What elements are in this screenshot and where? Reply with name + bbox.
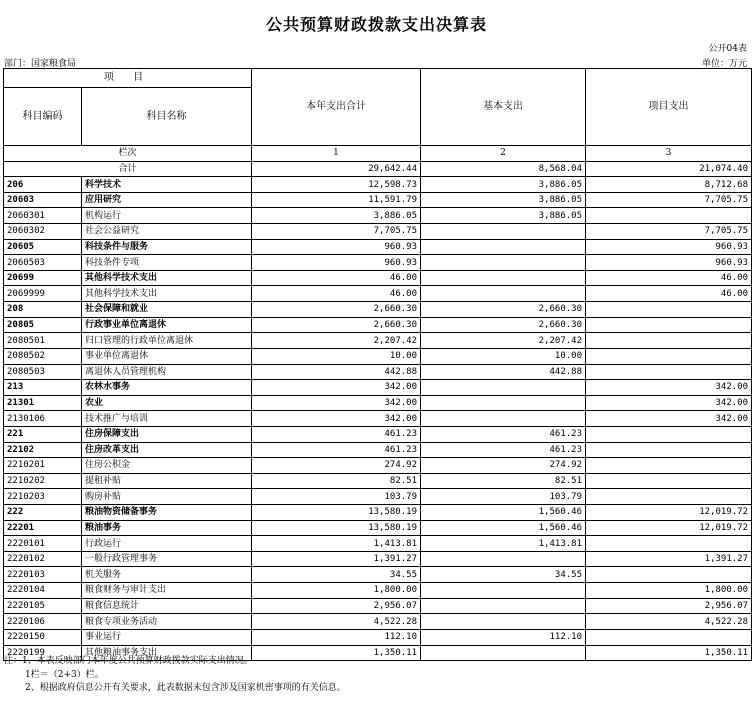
row-code: 20605 bbox=[4, 239, 82, 255]
row-basic: 461.23 bbox=[421, 442, 586, 458]
row-project bbox=[586, 333, 752, 349]
row-total: 442.88 bbox=[252, 364, 421, 380]
row-code: 2220101 bbox=[4, 536, 82, 552]
row-total: 342.00 bbox=[252, 411, 421, 427]
row-name: 离退休人员管理机构 bbox=[82, 364, 252, 380]
row-code: 2220199 bbox=[4, 645, 82, 661]
row-basic: 2,207.42 bbox=[421, 333, 586, 349]
table-row bbox=[4, 255, 752, 271]
table-row bbox=[4, 489, 752, 505]
row-project: 1,800.00 bbox=[586, 583, 752, 599]
row-project: 8,712.68 bbox=[586, 177, 752, 193]
row-code: 20699 bbox=[4, 270, 82, 286]
row-name: 其他科学技术支出 bbox=[82, 286, 252, 302]
row-total: 2,956.07 bbox=[252, 598, 421, 614]
row-name: 粮食财务与审计支出 bbox=[82, 583, 252, 599]
row-total: 1,391.27 bbox=[252, 551, 421, 567]
row-code: 208 bbox=[4, 302, 82, 318]
header-item: 项 目 bbox=[4, 69, 252, 88]
row-basic bbox=[421, 270, 586, 286]
row-name: 事业运行 bbox=[82, 629, 252, 645]
row-total: 461.23 bbox=[252, 442, 421, 458]
row-total: 3,886.05 bbox=[252, 208, 421, 224]
row-name: 机关服务 bbox=[82, 567, 252, 583]
row-project bbox=[586, 536, 752, 552]
row-name: 技术推广与培训 bbox=[82, 411, 252, 427]
table-row bbox=[4, 302, 752, 318]
row-total: 82.51 bbox=[252, 473, 421, 489]
note-1: 注：1、本表反映部门本年度公共预算财政拨款实际支出情况。 bbox=[4, 656, 253, 666]
row-project: 1,350.11 bbox=[586, 645, 752, 661]
note-2: 2、根据政府信息公开有关要求，此表数据未包含涉及国家机密事项的有关信息。 bbox=[25, 683, 346, 693]
row-project bbox=[586, 317, 752, 333]
table-row bbox=[4, 629, 752, 645]
row-project: 2,956.07 bbox=[586, 598, 752, 614]
table-row bbox=[4, 551, 752, 567]
row-total: 12,598.73 bbox=[252, 177, 421, 193]
row-project bbox=[586, 442, 752, 458]
row-basic: 82.51 bbox=[421, 473, 586, 489]
row-code: 2060503 bbox=[4, 255, 82, 271]
row-name: 一般行政管理事务 bbox=[82, 551, 252, 567]
row-project bbox=[586, 208, 752, 224]
row-basic: 2,660.30 bbox=[421, 317, 586, 333]
table-row bbox=[4, 442, 752, 458]
row-basic: 1,560.46 bbox=[421, 505, 586, 521]
row-basic bbox=[421, 583, 586, 599]
table-row bbox=[4, 567, 752, 583]
row-code: 22102 bbox=[4, 442, 82, 458]
row-name: 行政运行 bbox=[82, 536, 252, 552]
footnotes bbox=[4, 655, 346, 696]
row-project bbox=[586, 348, 752, 364]
row-basic: 10.00 bbox=[421, 348, 586, 364]
table-row bbox=[4, 536, 752, 552]
table-row bbox=[4, 426, 752, 442]
row-project: 342.00 bbox=[586, 395, 752, 411]
row-name: 粮油事务 bbox=[82, 520, 252, 536]
row-code: 2220150 bbox=[4, 629, 82, 645]
row-code: 2060302 bbox=[4, 224, 82, 240]
row-basic: 3,886.05 bbox=[421, 192, 586, 208]
table-row bbox=[4, 598, 752, 614]
row-code: 2220104 bbox=[4, 583, 82, 599]
row-total: 11,591.79 bbox=[252, 192, 421, 208]
row-basic bbox=[421, 395, 586, 411]
total-label: 合计 bbox=[4, 161, 252, 177]
row-code: 206 bbox=[4, 177, 82, 193]
form-number: 公开04表 bbox=[708, 44, 747, 54]
lanci-label: 栏次 bbox=[4, 146, 252, 162]
row-project bbox=[586, 458, 752, 474]
row-name: 其他粮油事务支出 bbox=[82, 645, 252, 661]
table-row bbox=[4, 224, 752, 240]
row-total: 46.00 bbox=[252, 270, 421, 286]
table-row bbox=[4, 473, 752, 489]
row-basic: 1,413.81 bbox=[421, 536, 586, 552]
row-name: 行政事业单位离退休 bbox=[82, 317, 252, 333]
page-title: 公共预算财政拨款支出决算表 bbox=[265, 15, 487, 34]
row-basic bbox=[421, 645, 586, 661]
row-name: 科技条件与服务 bbox=[82, 239, 252, 255]
table-row bbox=[4, 411, 752, 427]
row-project: 960.93 bbox=[586, 239, 752, 255]
total-c1: 29,642.44 bbox=[252, 161, 421, 177]
table-row bbox=[4, 348, 752, 364]
row-name: 归口管理的行政单位离退休 bbox=[82, 333, 252, 349]
row-code: 2080501 bbox=[4, 333, 82, 349]
header-name: 科目名称 bbox=[82, 88, 252, 146]
header-col3: 项目支出 bbox=[586, 69, 752, 146]
row-total: 2,660.30 bbox=[252, 302, 421, 318]
row-basic bbox=[421, 239, 586, 255]
row-code: 2130106 bbox=[4, 411, 82, 427]
row-basic: 274.92 bbox=[421, 458, 586, 474]
total-c3: 21,074.40 bbox=[586, 161, 752, 177]
row-name: 农业 bbox=[82, 395, 252, 411]
row-code: 2210202 bbox=[4, 473, 82, 489]
row-basic: 461.23 bbox=[421, 426, 586, 442]
row-project: 46.00 bbox=[586, 270, 752, 286]
row-code: 221 bbox=[4, 426, 82, 442]
row-project: 12,019.72 bbox=[586, 520, 752, 536]
header-code: 科目编码 bbox=[4, 88, 82, 146]
row-name: 其他科学技术支出 bbox=[82, 270, 252, 286]
row-code: 2080503 bbox=[4, 364, 82, 380]
index-2: 2 bbox=[421, 146, 586, 162]
row-total: 1,800.00 bbox=[252, 583, 421, 599]
row-name: 科学技术 bbox=[82, 177, 252, 193]
row-total: 46.00 bbox=[252, 286, 421, 302]
row-basic bbox=[421, 224, 586, 240]
row-total: 4,522.28 bbox=[252, 614, 421, 630]
row-code: 22201 bbox=[4, 520, 82, 536]
row-basic bbox=[421, 380, 586, 396]
row-total: 1,350.11 bbox=[252, 645, 421, 661]
row-project bbox=[586, 364, 752, 380]
row-code: 213 bbox=[4, 380, 82, 396]
row-total: 34.55 bbox=[252, 567, 421, 583]
row-code: 2210203 bbox=[4, 489, 82, 505]
row-basic: 3,886.05 bbox=[421, 177, 586, 193]
row-code: 2060301 bbox=[4, 208, 82, 224]
row-name: 粮油物资储备事务 bbox=[82, 505, 252, 521]
row-code: 2210201 bbox=[4, 458, 82, 474]
row-total: 13,580.19 bbox=[252, 520, 421, 536]
unit-label: 单位：万元 bbox=[701, 59, 747, 69]
row-code: 2080502 bbox=[4, 348, 82, 364]
row-total: 960.93 bbox=[252, 255, 421, 271]
department-label: 部门：国家粮食局 bbox=[4, 59, 77, 69]
row-name: 科技条件专项 bbox=[82, 255, 252, 271]
row-code: 2220103 bbox=[4, 567, 82, 583]
row-code: 2220106 bbox=[4, 614, 82, 630]
row-project: 1,391.27 bbox=[586, 551, 752, 567]
row-basic bbox=[421, 286, 586, 302]
row-basic: 3,886.05 bbox=[421, 208, 586, 224]
row-basic: 103.79 bbox=[421, 489, 586, 505]
table-row bbox=[4, 505, 752, 521]
note-1b: 1栏＝（2+3）栏。 bbox=[25, 669, 104, 680]
table-row bbox=[4, 317, 752, 333]
row-basic bbox=[421, 255, 586, 271]
row-project: 342.00 bbox=[586, 411, 752, 427]
row-project bbox=[586, 629, 752, 645]
table-row bbox=[4, 458, 752, 474]
row-project: 342.00 bbox=[586, 380, 752, 396]
row-code: 2069999 bbox=[4, 286, 82, 302]
table-row bbox=[4, 333, 752, 349]
row-name: 住房公积金 bbox=[82, 458, 252, 474]
row-project: 12,019.72 bbox=[586, 505, 752, 521]
table-row bbox=[4, 395, 752, 411]
row-basic bbox=[421, 551, 586, 567]
row-total: 13,580.19 bbox=[252, 505, 421, 521]
row-project bbox=[586, 473, 752, 489]
row-project: 46.00 bbox=[586, 286, 752, 302]
row-project bbox=[586, 302, 752, 318]
row-name: 社会公益研究 bbox=[82, 224, 252, 240]
row-basic bbox=[421, 411, 586, 427]
row-name: 住房改革支出 bbox=[82, 442, 252, 458]
index-1: 1 bbox=[252, 146, 421, 162]
total-c2: 8,568.04 bbox=[421, 161, 586, 177]
row-name: 社会保障和就业 bbox=[82, 302, 252, 318]
table-row bbox=[4, 380, 752, 396]
table-row bbox=[4, 239, 752, 255]
table-row bbox=[4, 520, 752, 536]
row-project: 7,705.75 bbox=[586, 224, 752, 240]
row-code: 20603 bbox=[4, 192, 82, 208]
row-total: 112.10 bbox=[252, 629, 421, 645]
row-name: 住房保障支出 bbox=[82, 426, 252, 442]
index-3: 3 bbox=[586, 146, 752, 162]
row-project: 4,522.28 bbox=[586, 614, 752, 630]
row-basic: 34.55 bbox=[421, 567, 586, 583]
expenditure-table bbox=[3, 68, 752, 661]
table-row bbox=[4, 177, 752, 193]
row-total: 2,660.30 bbox=[252, 317, 421, 333]
row-basic: 442.88 bbox=[421, 364, 586, 380]
row-project: 960.93 bbox=[586, 255, 752, 271]
row-basic bbox=[421, 598, 586, 614]
row-project bbox=[586, 426, 752, 442]
row-total: 461.23 bbox=[252, 426, 421, 442]
row-project bbox=[586, 567, 752, 583]
row-code: 21301 bbox=[4, 395, 82, 411]
row-code: 2220102 bbox=[4, 551, 82, 567]
table-row bbox=[4, 583, 752, 599]
table-row bbox=[4, 208, 752, 224]
header-col1: 本年支出合计 bbox=[252, 69, 421, 146]
row-basic bbox=[421, 614, 586, 630]
row-project: 7,705.75 bbox=[586, 192, 752, 208]
row-name: 粮食专项业务活动 bbox=[82, 614, 252, 630]
row-name: 应用研究 bbox=[82, 192, 252, 208]
row-total: 342.00 bbox=[252, 395, 421, 411]
row-total: 7,705.75 bbox=[252, 224, 421, 240]
table-row bbox=[4, 192, 752, 208]
table-body bbox=[4, 146, 752, 661]
row-basic: 1,560.46 bbox=[421, 520, 586, 536]
index-row bbox=[4, 146, 752, 162]
row-total: 10.00 bbox=[252, 348, 421, 364]
row-code: 20805 bbox=[4, 317, 82, 333]
row-code: 222 bbox=[4, 505, 82, 521]
row-name: 粮食信息统计 bbox=[82, 598, 252, 614]
total-row bbox=[4, 161, 752, 177]
row-name: 机构运行 bbox=[82, 208, 252, 224]
row-name: 购房补贴 bbox=[82, 489, 252, 505]
row-total: 342.00 bbox=[252, 380, 421, 396]
row-code: 2220105 bbox=[4, 598, 82, 614]
table-row bbox=[4, 364, 752, 380]
table-row bbox=[4, 614, 752, 630]
row-total: 274.92 bbox=[252, 458, 421, 474]
row-basic: 112.10 bbox=[421, 629, 586, 645]
row-name: 提租补贴 bbox=[82, 473, 252, 489]
row-name: 农林水事务 bbox=[82, 380, 252, 396]
row-total: 960.93 bbox=[252, 239, 421, 255]
row-total: 2,207.42 bbox=[252, 333, 421, 349]
table-row bbox=[4, 270, 752, 286]
row-total: 1,413.81 bbox=[252, 536, 421, 552]
row-project bbox=[586, 489, 752, 505]
header-col2: 基本支出 bbox=[421, 69, 586, 146]
row-name: 事业单位离退休 bbox=[82, 348, 252, 364]
row-basic: 2,660.30 bbox=[421, 302, 586, 318]
row-total: 103.79 bbox=[252, 489, 421, 505]
table-row bbox=[4, 286, 752, 302]
